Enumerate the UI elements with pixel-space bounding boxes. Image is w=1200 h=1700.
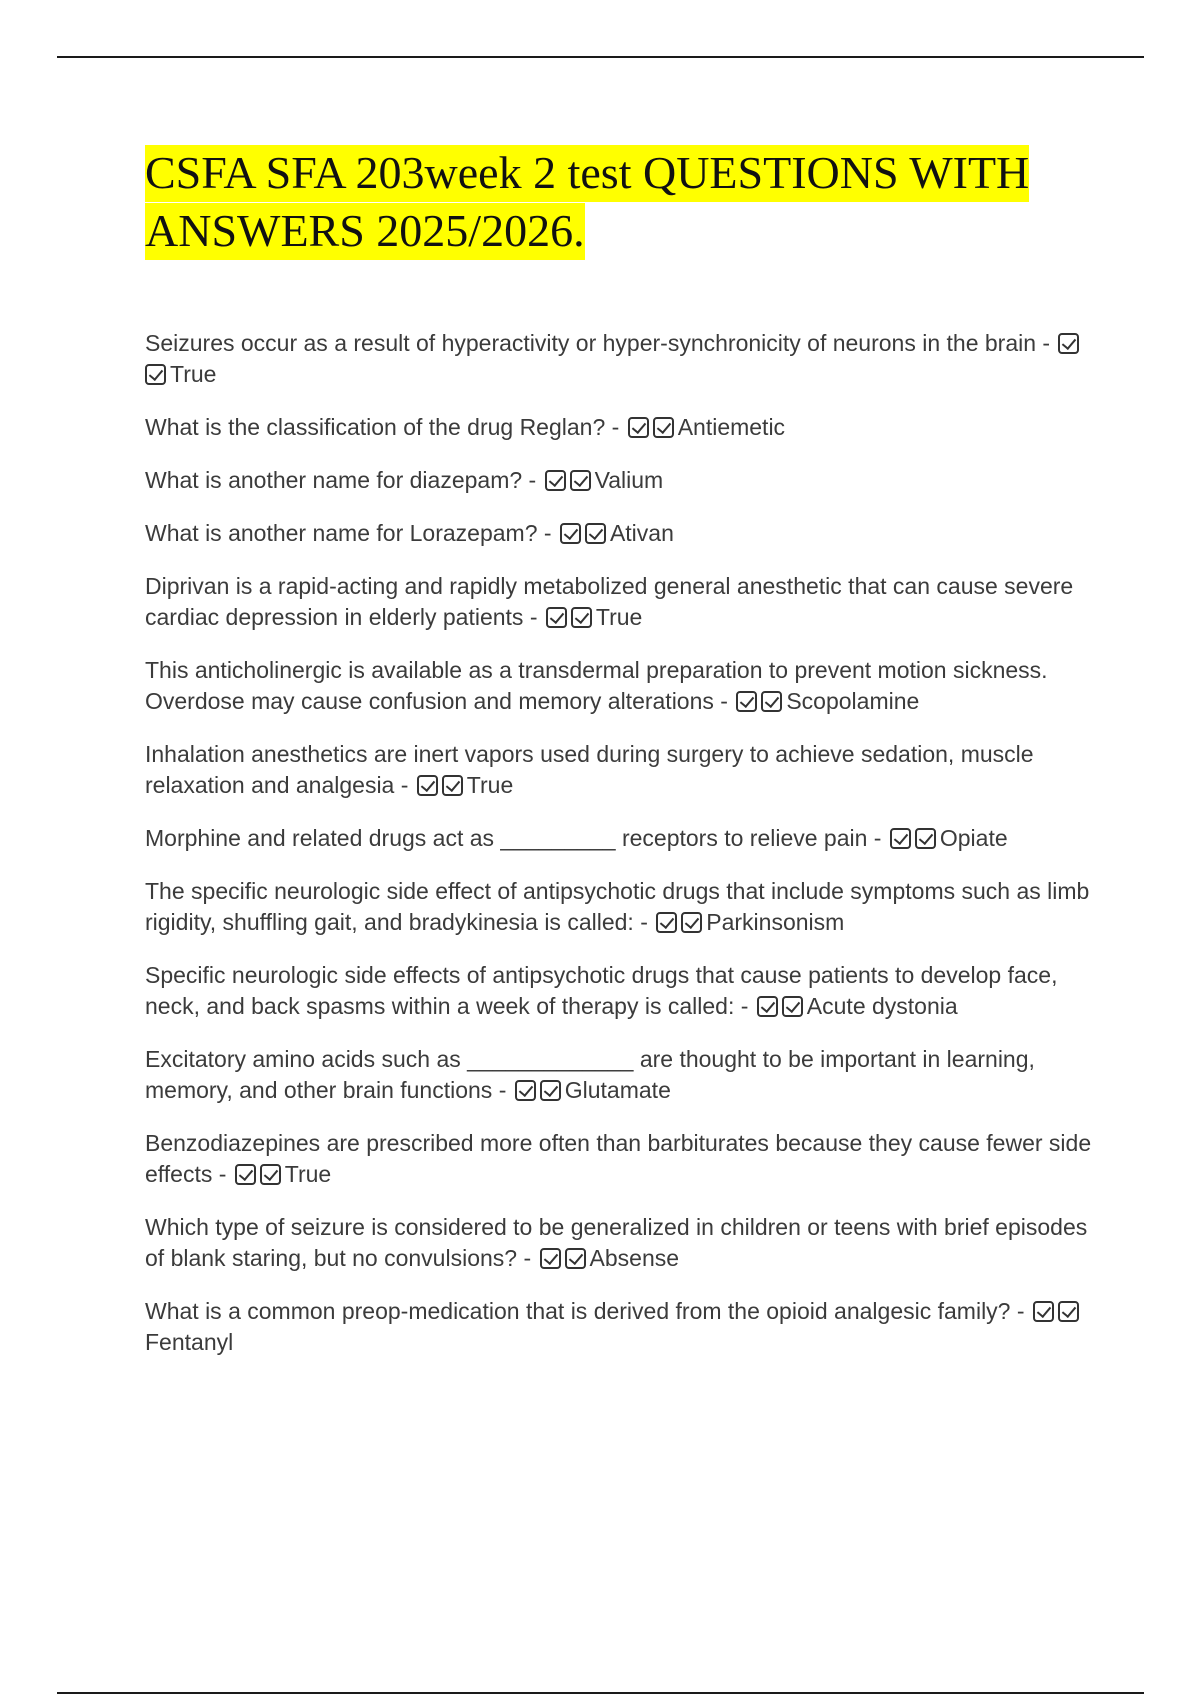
checkbox-icon	[417, 775, 438, 796]
checkbox-icon	[782, 996, 803, 1017]
qa-item	[145, 1044, 1095, 1106]
checkbox-icon	[757, 996, 778, 1017]
checkbox-icon	[546, 607, 567, 628]
checkbox-icon	[736, 691, 757, 712]
qa-item	[145, 1296, 1095, 1358]
document-title	[145, 144, 1085, 260]
question-text: Seizures occur as a result of hyperactivity or hyper-synchronicity of neurons in the brain -	[145, 330, 1051, 356]
qa-item	[145, 1212, 1095, 1274]
checkbox-icon	[565, 1248, 586, 1269]
answer-text: Antiemetic	[677, 414, 786, 440]
title-highlight: CSFA SFA 203week 2 test QUESTIONS WITH ANSWERS 2025/2026.	[145, 145, 1029, 260]
question-text: Benzodiazepines are prescribed more often than barbiturates because they cause fewer side effects -	[145, 1130, 1092, 1187]
qa-item	[145, 412, 1095, 443]
checkbox-icon	[1058, 1301, 1079, 1322]
question-text: Diprivan is a rapid-acting and rapidly metabolized general anesthetic that can cause severe cardiac depression in elderly patients -	[145, 573, 1074, 630]
answer-text: Ativan	[609, 520, 674, 546]
answer-text: True	[284, 1161, 332, 1187]
question-text: What is another name for diazepam? -	[145, 467, 537, 493]
question-text: What is a common preop-medication that is derived from the opioid analgesic family? -	[145, 1298, 1025, 1324]
checkbox-icon	[571, 607, 592, 628]
answer-text: True	[466, 772, 514, 798]
answer-text: Opiate	[939, 825, 1008, 851]
qa-item	[145, 655, 1095, 717]
checkbox-icon	[653, 417, 674, 438]
checkbox-icon	[560, 523, 581, 544]
answer-text: Absense	[589, 1245, 680, 1271]
question-text: What is the classification of the drug Reglan? -	[145, 414, 620, 440]
header-rule	[57, 56, 1144, 58]
question-text: This anticholinergic is available as a transdermal preparation to prevent motion sickness. Overdose may cause confusion and memory alterations -	[145, 657, 1048, 714]
answer-text: Acute dystonia	[806, 993, 958, 1019]
question-text: Inhalation anesthetics are inert vapors used during surgery to achieve sedation, muscle relaxation and analgesia -	[145, 741, 1034, 798]
checkbox-icon	[515, 1080, 536, 1101]
question-text: The specific neurologic side effect of antipsychotic drugs that include symptoms such as limb rigidity, shuffling gait, and bradykinesia is called: -	[145, 878, 1090, 935]
checkbox-icon	[890, 828, 911, 849]
answer-text: True	[170, 361, 217, 387]
checkbox-icon	[570, 470, 591, 491]
qa-item	[145, 571, 1095, 633]
answer-text: Glutamate	[564, 1077, 671, 1103]
checkbox-icon	[761, 691, 782, 712]
checkbox-icon	[1058, 333, 1079, 354]
checkbox-icon	[681, 912, 702, 933]
qa-item	[145, 876, 1095, 938]
checkbox-icon	[585, 523, 606, 544]
question-text: Morphine and related drugs act as _________ receptors to relieve pain -	[145, 825, 882, 851]
footer-rule	[57, 1692, 1144, 1694]
checkbox-icon	[235, 1164, 256, 1185]
qa-item	[145, 960, 1095, 1022]
checkbox-icon	[145, 364, 166, 385]
question-text: Which type of seizure is considered to be generalized in children or teens with brief episodes of blank staring, but no convulsions? -	[145, 1214, 1088, 1271]
answer-text: Valium	[594, 467, 664, 493]
qa-item	[145, 518, 1095, 549]
checkbox-icon	[260, 1164, 281, 1185]
qa-item	[145, 465, 1095, 496]
checkbox-icon	[656, 912, 677, 933]
question-text: What is another name for Lorazepam? -	[145, 520, 552, 546]
qa-item	[145, 739, 1095, 801]
qa-list	[145, 328, 1095, 1380]
answer-text: Fentanyl	[145, 1329, 234, 1355]
answer-text: Parkinsonism	[706, 909, 845, 935]
checkbox-icon	[1033, 1301, 1054, 1322]
qa-item	[145, 1128, 1095, 1190]
qa-item	[145, 328, 1095, 390]
checkbox-icon	[540, 1080, 561, 1101]
checkbox-icon	[442, 775, 463, 796]
qa-item	[145, 823, 1095, 854]
answer-text: True	[595, 604, 643, 630]
answer-text: Scopolamine	[786, 688, 920, 714]
question-text: Specific neurologic side effects of antipsychotic drugs that cause patients to develop face, neck, and back spasms within a week of therapy is called: -	[145, 962, 1058, 1019]
checkbox-icon	[628, 417, 649, 438]
checkbox-icon	[915, 828, 936, 849]
checkbox-icon	[540, 1248, 561, 1269]
question-text: Excitatory amino acids such as _____________ are thought to be important in learning, memory, and other brain functions -	[145, 1046, 1035, 1103]
checkbox-icon	[545, 470, 566, 491]
